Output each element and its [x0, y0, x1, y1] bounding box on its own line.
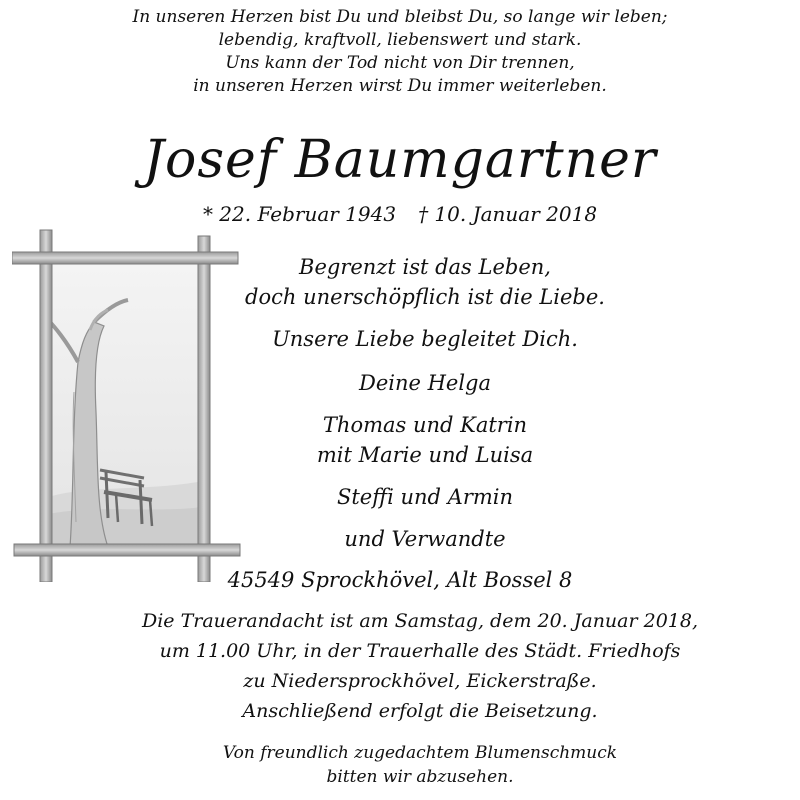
death-date: † 10. Januar 2018 — [418, 202, 598, 226]
mourner-line: Thomas und Katrin — [322, 413, 528, 437]
address: 45549 Sprockhövel, Alt Bossel 8 — [227, 568, 573, 592]
service-line: Die Trauerandacht ist am Samstag, dem 20. Januar 2018, — [141, 610, 699, 632]
quote-line: Begrenzt ist das Leben, — [299, 255, 551, 279]
flowers-line: Von freundlich zugedachtem Blumenschmuck — [222, 743, 618, 763]
poem-line: Uns kann der Tod nicht von Dir trennen, — [225, 53, 575, 73]
mourner-line: und Verwandte — [344, 527, 506, 551]
service-line: um 11.00 Uhr, in der Trauerhalle des Städt. Friedhofs — [159, 640, 681, 662]
poem-line: in unseren Herzen wirst Du immer weiterleben. — [193, 76, 607, 96]
mourner-line: Deine Helga — [358, 371, 492, 395]
flowers-line: bitten wir abzusehen. — [326, 767, 514, 787]
flowers-note — [0, 741, 800, 789]
service-line: zu Niedersprockhövel, Eickerstraße. — [243, 670, 597, 692]
mourner-line: mit Marie und Luisa — [316, 443, 534, 467]
deceased-name: Josef Baumgartner — [143, 130, 657, 190]
service-info — [0, 606, 800, 726]
quote-line: Unsere Liebe begleitet Dich. — [272, 327, 578, 351]
service-line: Anschließend erfolgt die Beisetzung. — [242, 700, 598, 722]
quote — [195, 252, 655, 354]
quote-line: doch unerschöpflich ist die Liebe. — [245, 285, 605, 309]
poem-line: In unseren Herzen bist Du und bleibst Du, so lange wir leben; — [132, 7, 668, 27]
birth-date: * 22. Februar 1943 — [202, 202, 397, 226]
poem — [0, 6, 800, 98]
poem-line: lebendig, kraftvoll, liebenswert und stark. — [218, 30, 582, 50]
mourner-line: Steffi und Armin — [336, 485, 514, 509]
mourners — [195, 368, 655, 554]
